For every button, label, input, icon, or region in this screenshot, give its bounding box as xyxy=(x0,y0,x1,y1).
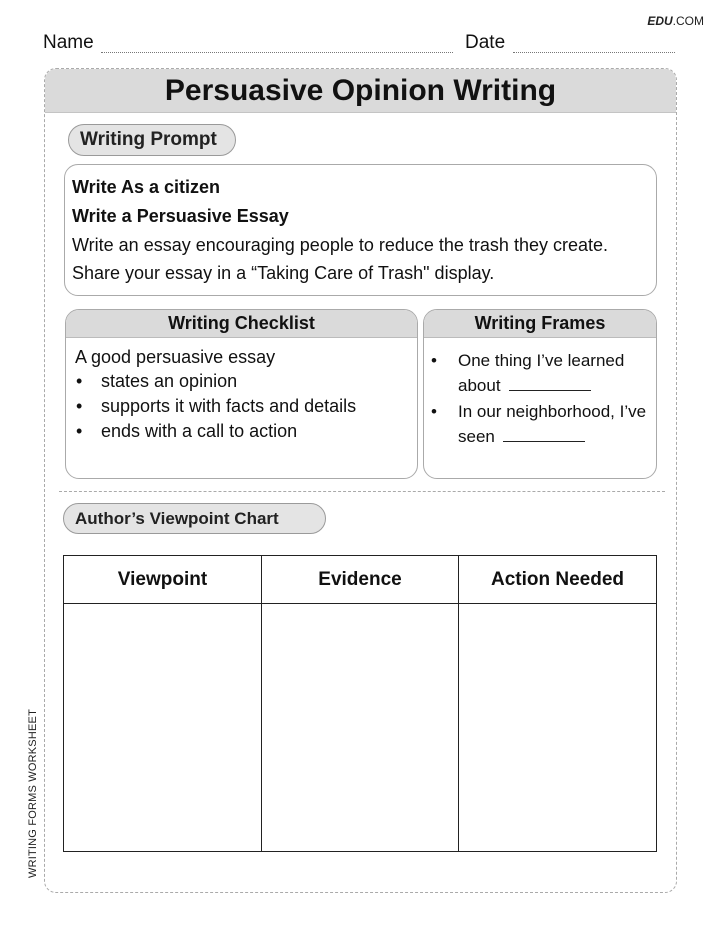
frame-item xyxy=(431,399,656,449)
name-date-row xyxy=(43,32,675,56)
writing-prompt-box xyxy=(64,164,657,296)
date-field-line[interactable] xyxy=(513,52,675,53)
column-header-viewpoint: Viewpoint xyxy=(64,556,262,604)
writing-frames-card xyxy=(423,309,657,479)
frames-list xyxy=(424,338,656,449)
prompt-body: Write an essay encouraging people to reduce the trash they create. Share your essay in a “Taking Care of Trash" display. xyxy=(72,235,608,283)
prompt-line-1: Write As a citizen xyxy=(72,177,221,197)
writing-checklist-title: Writing Checklist xyxy=(66,310,417,338)
name-field-line[interactable] xyxy=(101,52,453,53)
action-needed-answer-cell[interactable] xyxy=(459,604,656,851)
frame-item-text: One thing I’ve learned about xyxy=(458,351,625,395)
viewpoint-chart-label: Author’s Viewpoint Chart xyxy=(63,503,326,534)
evidence-answer-cell[interactable] xyxy=(262,604,459,851)
section-divider xyxy=(59,491,665,492)
checklist-item: • states an opinion xyxy=(76,369,417,394)
column-header-evidence: Evidence xyxy=(262,556,459,604)
checklist-item: • ends with a call to action xyxy=(76,419,417,444)
fill-in-blank[interactable] xyxy=(503,428,585,442)
writing-checklist-card xyxy=(65,309,418,479)
checklist-item: • supports it with facts and details xyxy=(76,394,417,419)
date-label: Date xyxy=(465,32,506,53)
worksheet-frame xyxy=(44,68,677,893)
fill-in-blank[interactable] xyxy=(509,377,591,391)
viewpoint-chart-table xyxy=(63,555,657,852)
edu-com-logo: EDU.COM xyxy=(647,14,704,28)
column-header-action-needed: Action Needed xyxy=(459,556,656,604)
frame-item-text: In our neighborhood, I’ve seen xyxy=(458,402,647,446)
checklist-intro: A good persuasive essay xyxy=(75,347,276,367)
checklist-list xyxy=(66,369,417,444)
prompt-line-2: Write a Persuasive Essay xyxy=(72,206,289,226)
page-title: Persuasive Opinion Writing xyxy=(45,69,676,113)
writing-prompt-label: Writing Prompt xyxy=(68,124,236,156)
worksheet-type-label: WRITING FORMS WORKSHEET xyxy=(27,709,39,878)
frame-item xyxy=(431,348,656,398)
viewpoint-answer-cell[interactable] xyxy=(64,604,262,851)
writing-frames-title: Writing Frames xyxy=(424,310,656,338)
name-label: Name xyxy=(43,32,94,53)
